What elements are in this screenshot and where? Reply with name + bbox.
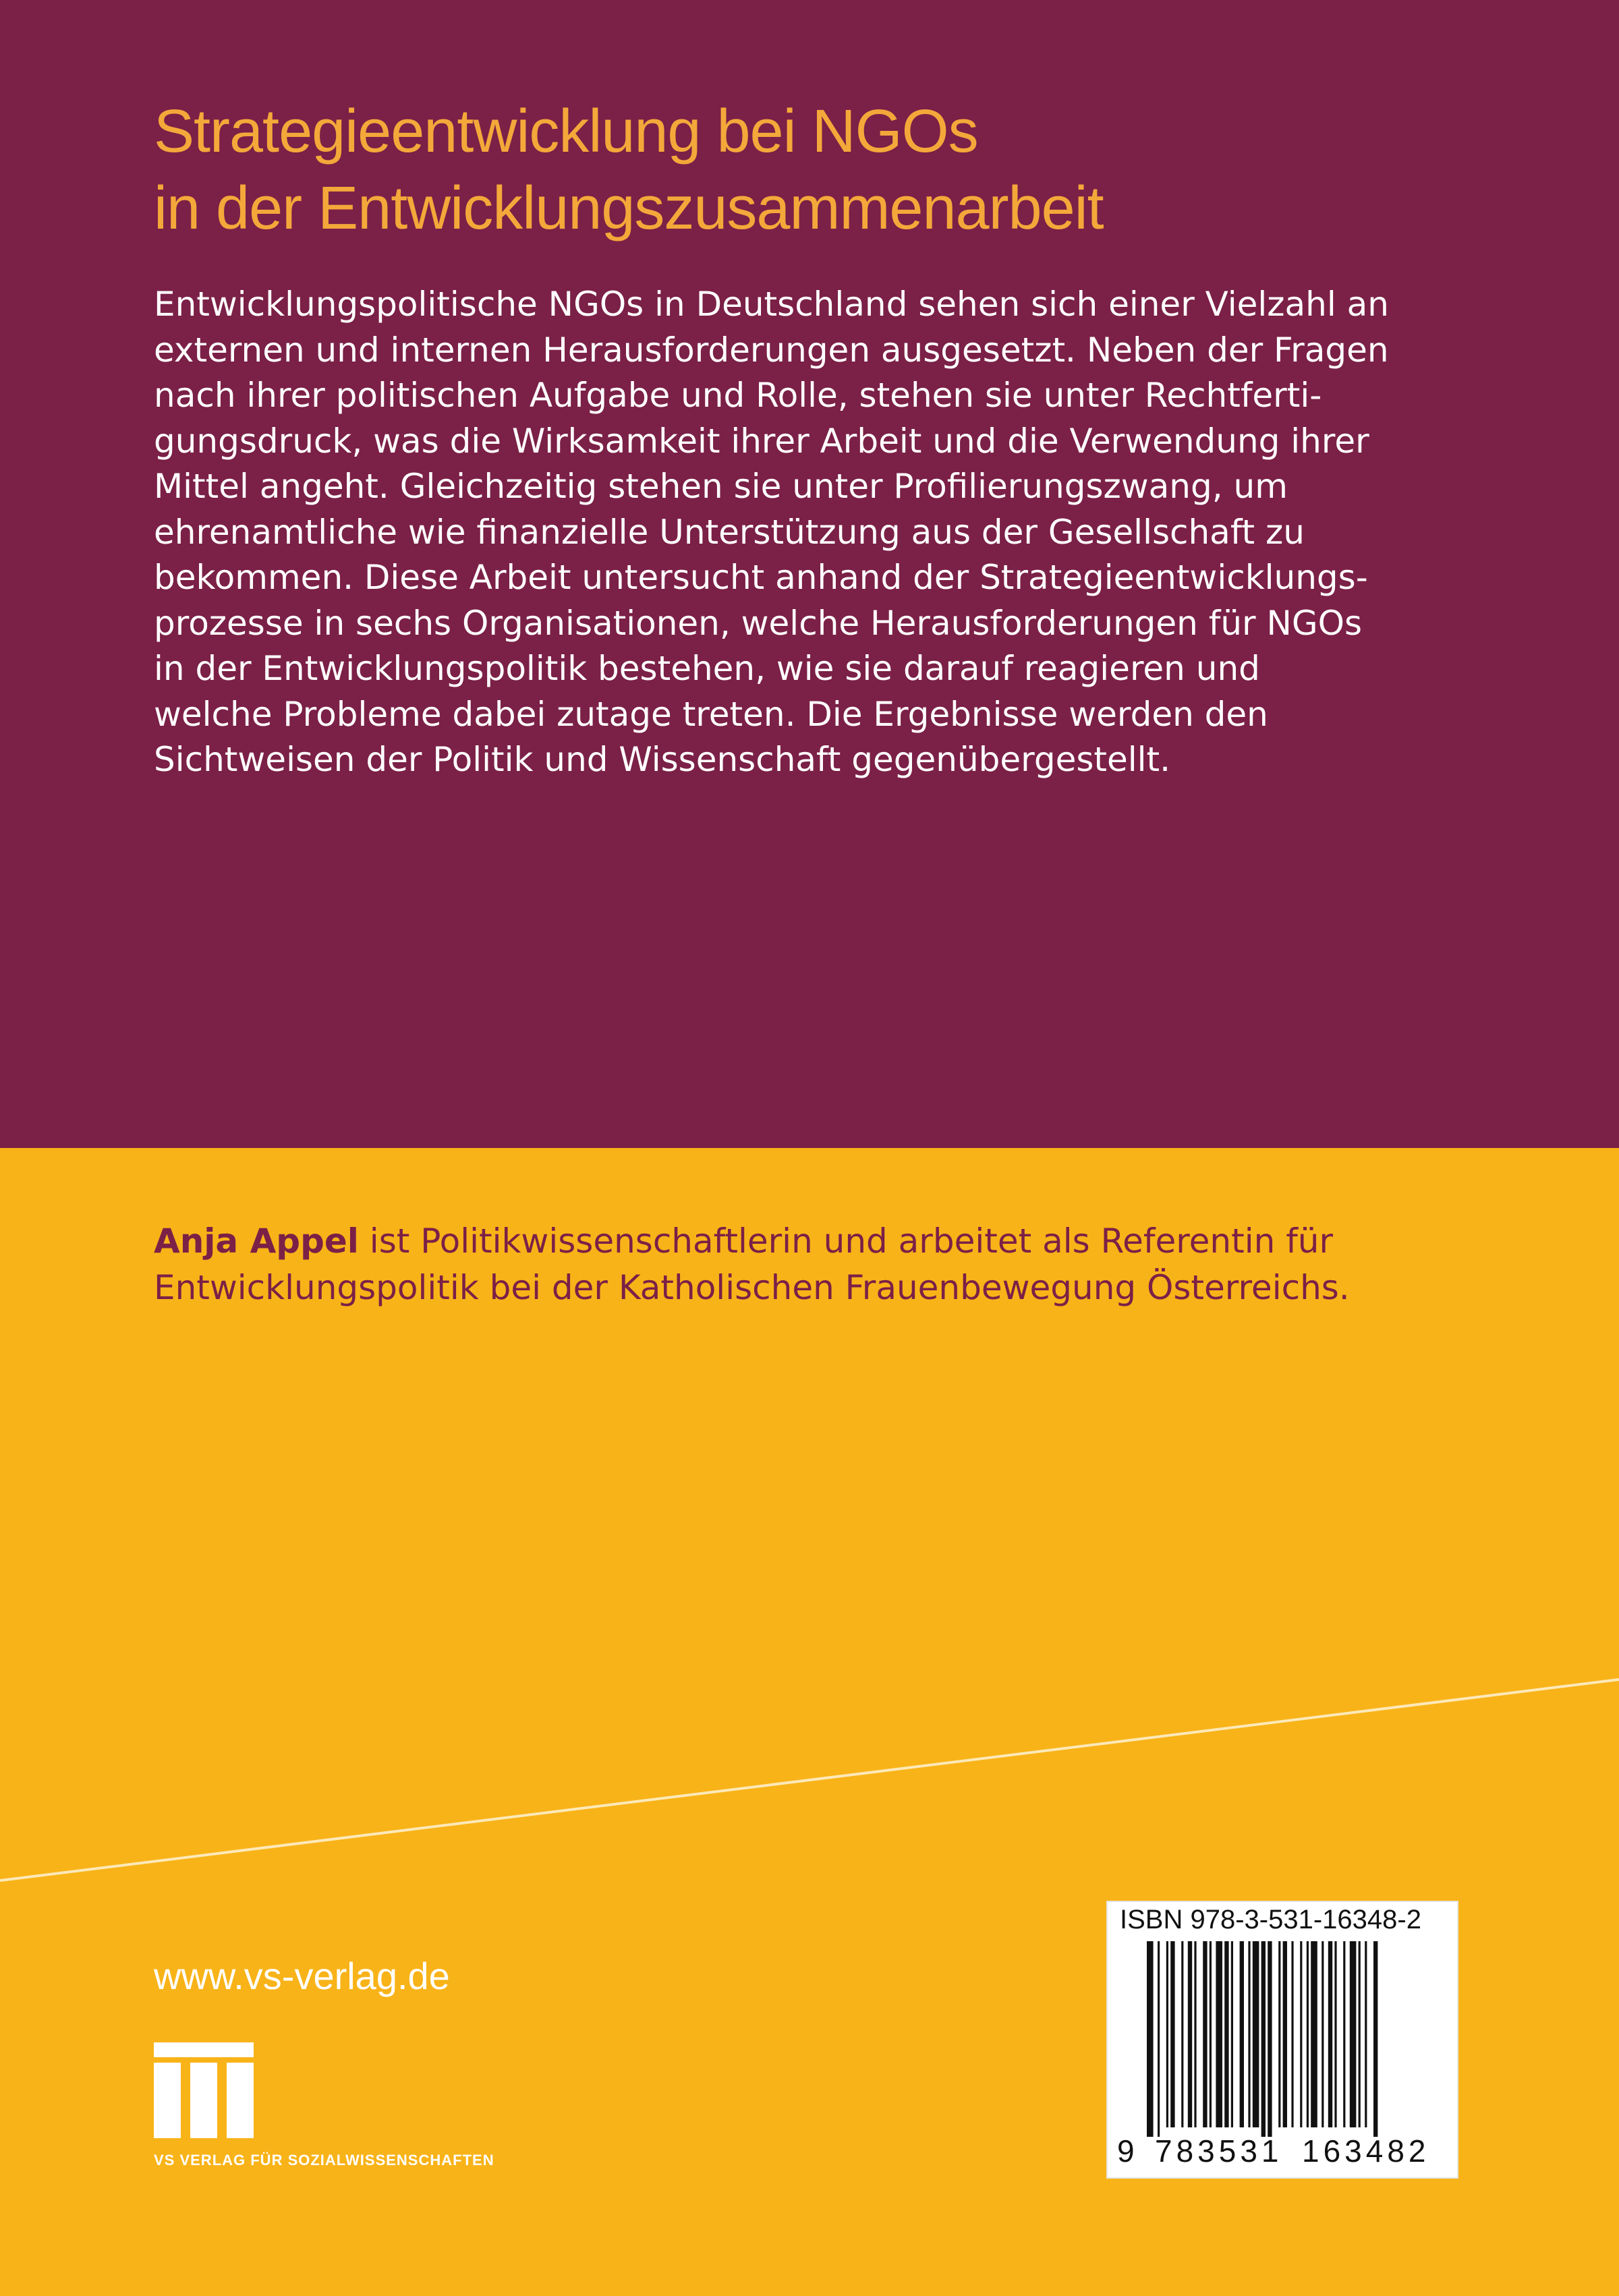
blurb-line: nach ihrer politischen Aufgabe und Rolle, stehen sie unter Rechtferti- — [154, 376, 1322, 415]
author-bio-line-1 — [154, 1218, 1503, 1265]
barcode-bar — [1253, 1941, 1259, 2127]
author-bio-line-2: Entwicklungspolitik bei der Katholischen Frauenbewegung Österreichs. — [154, 1268, 1350, 1307]
blurb-line: Mittel angeht. Gleichzeitig stehen sie unter Profilierungszwang, um — [154, 467, 1288, 506]
blurb-text — [154, 282, 1496, 783]
barcode-bar — [1278, 1941, 1280, 2127]
barcode-bar — [1291, 1941, 1293, 2127]
barcode-bar — [1359, 1941, 1361, 2127]
barcode-bar — [1158, 1941, 1160, 2137]
barcode-digits — [1108, 2131, 1457, 2175]
barcode-bar — [1307, 1941, 1309, 2127]
barcode-bar — [1224, 1941, 1228, 2127]
barcode-bar — [1373, 1941, 1377, 2137]
barcode-digits-left: 783531 — [1155, 2133, 1283, 2169]
blurb-line: in der Entwicklungspolitik bestehen, wie sie darauf reagieren und — [154, 649, 1260, 688]
barcode-bar — [1194, 1941, 1196, 2127]
barcode-bar — [1311, 1941, 1317, 2127]
barcode-bar — [1300, 1941, 1302, 2127]
blurb-line: ehrenamtliche wie finanzielle Unterstützung aus der Gesellschaft zu — [154, 512, 1305, 552]
barcode-bar — [1147, 1941, 1154, 2137]
barcode-bar — [1261, 1941, 1266, 2137]
barcode-bar — [1166, 1941, 1168, 2127]
blurb-line: prozesse in sechs Organisationen, welche Herausforderungen für NGOs — [154, 603, 1363, 643]
barcode-bar — [1365, 1941, 1367, 2127]
blurb-line: Entwicklungspolitische NGOs in Deutschland sehen sich einer Vielzahl an — [154, 285, 1389, 324]
barcode-box — [1106, 1901, 1458, 2179]
barcode-bar — [1322, 1941, 1324, 2127]
barcode-bar — [1231, 1941, 1233, 2127]
title-line-1: Strategieentwicklung bei NGOs — [154, 98, 978, 165]
blurb-line: Sichtweisen der Politik und Wissenschaft gegenübergestellt. — [154, 740, 1171, 779]
barcode-bar — [1188, 1941, 1192, 2127]
barcode-bars — [1108, 1941, 1457, 2137]
publisher-logo-text: VS VERLAG FÜR SOZIALWISSENSCHAFTEN — [154, 2152, 494, 2169]
barcode-bar — [1350, 1941, 1357, 2127]
blurb-line: bekommen. Diese Arbeit untersucht anhand der Strategieentwicklungs- — [154, 558, 1368, 597]
barcode-bar — [1283, 1941, 1287, 2127]
barcode-bar — [1268, 1941, 1272, 2137]
book-title — [154, 93, 1489, 247]
author-bio-rest: ist Politikwissenschaftlerin und arbeitet als Referentin für — [358, 1222, 1334, 1261]
barcode-bar — [1210, 1941, 1212, 2127]
barcode-bar — [1334, 1941, 1336, 2127]
blurb-line: welche Probleme dabei zutage treten. Die Ergebnisse werden den — [154, 694, 1268, 734]
barcode-digits-right: 163482 — [1302, 2133, 1430, 2169]
diagonal-line — [0, 1653, 1619, 1895]
barcode-bar — [1328, 1941, 1332, 2127]
blurb-line: gungsdruck, was die Wirksamkeit ihrer Arbeit und die Verwendung ihrer — [154, 421, 1369, 461]
author-name: Anja Appel — [154, 1222, 359, 1261]
isbn-label: ISBN 978-3-531-16348-2 — [1120, 1905, 1421, 1934]
barcode-bar — [1240, 1941, 1244, 2127]
barcode-bar — [1181, 1941, 1183, 2127]
author-bio — [154, 1218, 1503, 1311]
blurb-line: externen und internen Herausforderungen ausgesetzt. Neben der Fragen — [154, 330, 1389, 370]
publisher-url: www.vs-verlag.de — [154, 1955, 450, 1997]
barcode-bar — [1216, 1941, 1222, 2127]
barcode-bar — [1170, 1941, 1174, 2127]
barcode-digit-first: 9 — [1117, 2133, 1135, 2169]
barcode-bar — [1343, 1941, 1345, 2127]
barcode-bar — [1203, 1941, 1207, 2127]
barcode-bar — [1248, 1941, 1250, 2127]
title-line-2: in der Entwicklungszusammenarbeit — [154, 175, 1104, 242]
